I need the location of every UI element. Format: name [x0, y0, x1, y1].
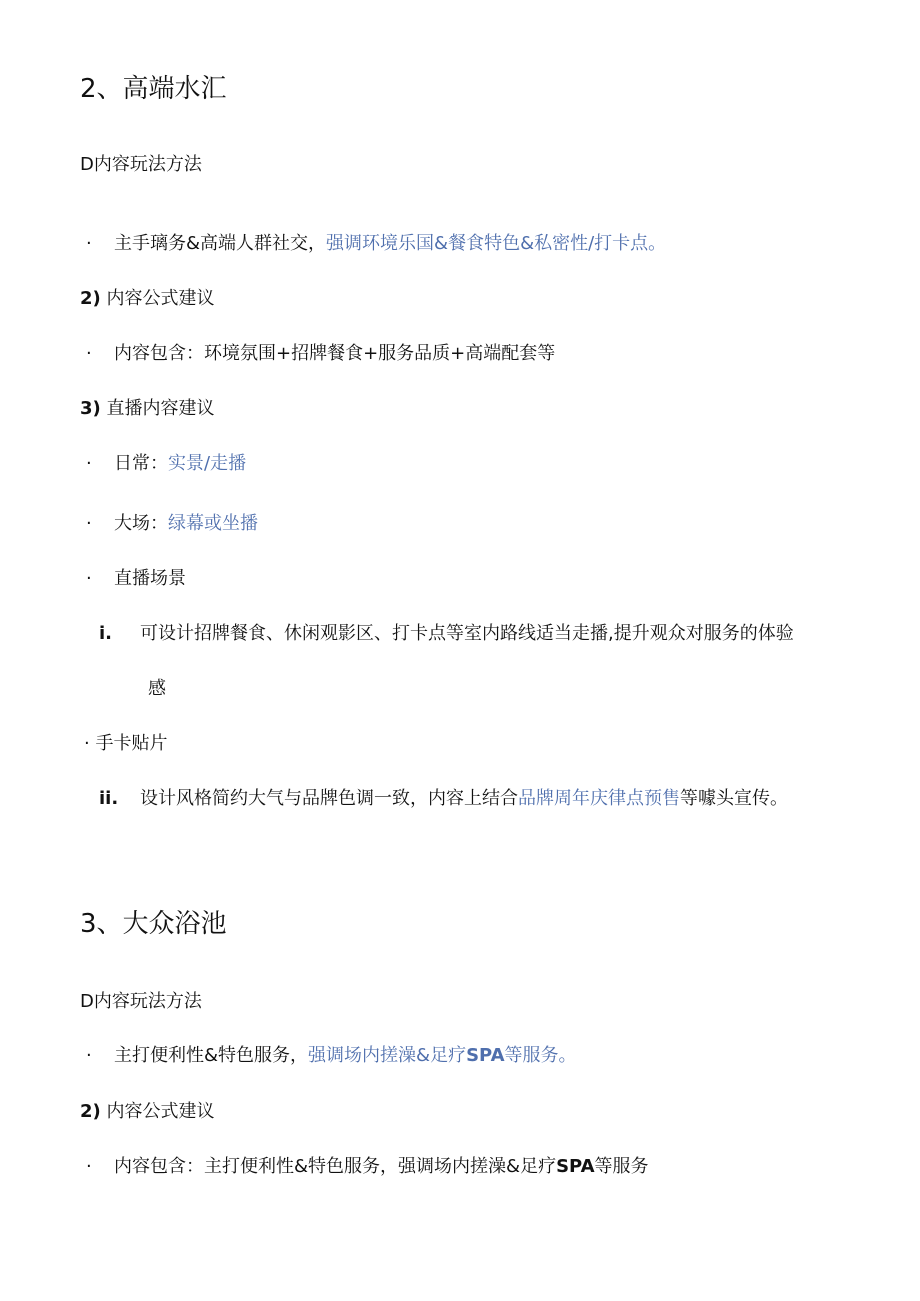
- section-3-bullet-1: [86, 1047, 577, 1065]
- bullet-dot: ·: [86, 343, 92, 364]
- roman-numeral: i.: [99, 623, 113, 644]
- bullet-label: 日常：: [114, 453, 168, 474]
- bullet-value-accent: 绿幕或坐播: [168, 513, 258, 534]
- subheading-text: 直播内容建议: [106, 398, 215, 419]
- subheading-text: 内容公式建议: [106, 288, 215, 309]
- section-2-bullet-1: [86, 235, 666, 253]
- section-2-title: 2、高端水汇: [80, 74, 227, 104]
- bullet-dot: ·: [86, 1156, 92, 1177]
- bullet-value-accent: 实景/走播: [168, 453, 247, 474]
- section-2-card-label: · 手卡贴片: [84, 733, 168, 754]
- bullet-text: 主打便利性&特色服务，: [114, 1045, 309, 1066]
- bullet-dot: ·: [86, 233, 92, 254]
- bullet-dot: ·: [86, 1045, 92, 1066]
- section-2-subheading-3: [80, 400, 215, 418]
- section-2-roman-i-continuation: 感: [148, 678, 166, 699]
- subheading-text: 内容公式建议: [106, 1101, 215, 1122]
- bullet-text: 内容包含：环境氛围+招牌餐食+服务品质+高端配套等: [114, 343, 556, 364]
- bullet-label: 大场：: [114, 513, 168, 534]
- section-2-bullet-2: [86, 345, 555, 363]
- section-2-bullet-big: [86, 515, 258, 533]
- bullet-text: 等服务: [594, 1156, 649, 1177]
- section-2-roman-i: [99, 625, 794, 643]
- bullet-dot: ·: [86, 568, 92, 589]
- bullet-text-bold: SPA: [556, 1156, 595, 1177]
- bullet-text-accent: 强调场内搓澡&足疗: [308, 1045, 467, 1066]
- bullet-text: 内容包含：主打便利性&特色服务，强调场内搓澡&足疗: [114, 1156, 557, 1177]
- bullet-text-accent: 强调环境乐国&餐食特色&私密性/打卡点。: [326, 233, 667, 254]
- section-2-subheading-2: [80, 290, 215, 308]
- roman-text: 等噱头宣传。: [680, 788, 788, 809]
- subheading-number: 3): [80, 398, 101, 419]
- section-3-bullet-2: [86, 1158, 649, 1176]
- section-2-roman-ii: [99, 790, 788, 808]
- section-2-subheading-1: D内容玩法方法: [80, 154, 202, 175]
- roman-text-accent: 品牌周年庆律点预售: [518, 788, 680, 809]
- bullet-text: 主手璃务&高端人群社交，: [114, 233, 327, 254]
- bullet-text-accent-bold: SPA: [466, 1045, 505, 1066]
- section-2-bullet-daily: [86, 455, 246, 473]
- roman-text: 设计风格简约大气与品牌色调一致，内容上结合: [140, 788, 518, 809]
- section-3-subheading-1: D内容玩法方法: [80, 991, 202, 1012]
- section-2-bullet-scene: [86, 570, 186, 588]
- subheading-number: 2): [80, 288, 101, 309]
- section-3-subheading-2: [80, 1103, 215, 1121]
- subheading-number: 2): [80, 1101, 101, 1122]
- bullet-dot: ·: [86, 453, 92, 474]
- bullet-text: 直播场景: [114, 568, 186, 589]
- roman-text: 可设计招牌餐食、休闲观影区、打卡点等室内路线适当走播,提升观众对服务的体验: [140, 623, 794, 644]
- section-3-title: 3、大众浴池: [80, 909, 227, 939]
- bullet-dot: ·: [86, 513, 92, 534]
- bullet-text-accent: 等服务。: [504, 1045, 577, 1066]
- roman-numeral: ii.: [99, 788, 119, 809]
